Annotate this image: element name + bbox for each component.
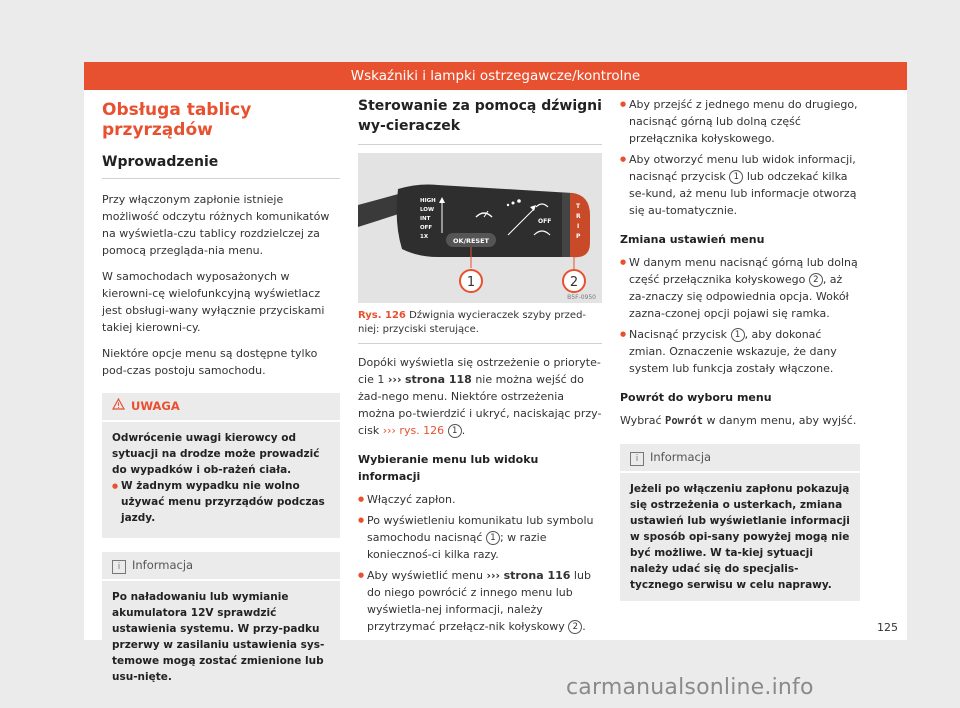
text-run: W danym menu nacisnąć górną lub dolną część przełącznika kołyskowego: [629, 256, 858, 286]
column-middle: [358, 96, 602, 639]
trip-letter: T: [576, 203, 581, 210]
trip-letter: P: [576, 233, 581, 240]
text-run: ; w razie koniecznoś-ci kilka razy.: [367, 531, 547, 561]
figure-code: B5F-0950: [567, 294, 596, 301]
watermark: carmanualsonline.info: [566, 675, 814, 700]
wiper-lever-illustration: [358, 153, 602, 303]
info-header: [102, 552, 340, 581]
list-item: [620, 151, 860, 219]
caption-figure-ref: Rys. 126: [358, 310, 406, 321]
divider: [358, 144, 602, 145]
info-header: [620, 444, 860, 473]
text-run: Nacisnąć przycisk: [629, 328, 728, 341]
info-text: Po naładowaniu lub wymianie akumulatora 12V sprawdzić ustawienia systemu. W przy-padku przerwy w zasilaniu ustawienia sys-temowe mogą zostać zmienione lub usu-nięte.: [112, 591, 325, 683]
list-item: [358, 512, 602, 563]
callout-2: 2: [569, 275, 579, 290]
text-run: Wybrać: [620, 414, 662, 427]
lever-label: OFF: [420, 225, 433, 231]
ok-reset-label: OK/RESET: [453, 237, 489, 245]
lever-label: INT: [420, 216, 431, 222]
warning-header: [102, 393, 340, 422]
info-box: [102, 552, 340, 693]
paragraph: Niektóre opcje menu są dostępne tylko pod-czas postoju samochodu.: [102, 347, 318, 377]
callout-number: 2: [809, 273, 823, 287]
column-right: [620, 96, 860, 601]
info-box: [620, 444, 860, 601]
paragraph: [358, 354, 602, 439]
page-ref-link[interactable]: strona 116: [503, 569, 571, 582]
ref-arrow: ›››: [486, 569, 501, 582]
column-left: [102, 96, 340, 693]
text-run: Aby otworzyć menu lub widok informacji, nacisnąć przycisk: [629, 153, 856, 183]
subheading: Zmiana ustawień menu: [620, 233, 765, 246]
callout-number: 1: [448, 424, 462, 438]
text-run: .: [461, 424, 466, 437]
lever-label: LOW: [420, 207, 435, 213]
page-ref-link[interactable]: strona 118: [404, 373, 472, 386]
paragraph: Przy włączonym zapłonie istnieje możliwość odczytu różnych komunikatów na wyświetla-czu tablicy rozdzielczej za pomocą przegląda-nia menu.: [102, 193, 330, 257]
paragraph: [620, 412, 860, 430]
list-item: ● Włączyć zapłon.: [358, 491, 602, 508]
list-item: [358, 567, 602, 635]
ref-arrow: ›››: [387, 373, 402, 386]
trip-letter: I: [577, 223, 580, 230]
text-run: , aż za-znaczy się odpowiednia opcja. Wokół zazna-czonej opcji pojawi się ramka.: [629, 273, 849, 320]
wiper-lever-figure: [358, 153, 602, 303]
info-icon: i: [630, 452, 644, 466]
text-run: lub do niego powrócić z innego menu lub wyświetla-nej informacji, należy przytrzymać przełącz-nik kołyskowy: [367, 569, 591, 633]
info-title: Informacja: [132, 558, 194, 572]
text-run: Po wyświetleniu komunikatu lub symbolu samochodu nacisnąć: [367, 514, 594, 544]
info-text: Jeżeli po włączeniu zapłonu pokazują się ostrzeżenia o usterkach, zmiana ustawień lub wyświetlanie informacji w sposób opi-sany powyżej mogą nie być możliwe. W ta-kiej sytuacji należy udać się do specjalis-tycznego serwisu w celu naprawy.: [630, 483, 850, 591]
warning-title: UWAGA: [131, 399, 180, 413]
figure-ref-link[interactable]: rys. 126: [399, 424, 445, 437]
text-run: , aby dokonać zmian. Oznaczenie wskazuje, że dany system lub funkcja zostały włączone.: [629, 328, 837, 375]
page-number: 125: [877, 621, 898, 634]
callout-number: 1: [731, 328, 745, 342]
subsection-title: Wprowadzenie: [102, 154, 219, 170]
page-header: Wskaźniki i lampki ostrzegawcze/kontrolne: [84, 62, 907, 90]
callout-number: 1: [486, 531, 500, 545]
info-title: Informacja: [650, 450, 712, 464]
caption-text: Dźwignia wycieraczek szyby przed-niej: przyciski sterujące.: [358, 310, 587, 335]
section-title: Sterowanie za pomocą dźwigni wy-cieraczek: [358, 98, 602, 134]
off-label: OFF: [538, 218, 552, 225]
ref-arrow: ›››: [382, 424, 396, 437]
list-item: [620, 254, 860, 322]
text-run: Aby wyświetlić menu: [367, 569, 483, 582]
info-icon: i: [112, 560, 126, 574]
warning-body: [102, 422, 340, 538]
figure-caption: [358, 309, 602, 344]
section-title: Obsługa tablicy przyrządów: [102, 100, 252, 140]
lever-label: 1X: [420, 234, 429, 240]
callout-1: 1: [466, 275, 476, 290]
paragraph: W samochodach wyposażonych w kierowni-cę wielofunkcyjną wyświetlacz jest obsługi-wany wyłącznie przyciskami takiej kierowni-cy.: [102, 270, 325, 334]
text-run: lub odczekać kilka se-kund, aż menu lub informacje otworzą się au-tomatycznie.: [629, 170, 857, 217]
text-run: w danym menu, aby wyjść.: [706, 414, 857, 427]
callout-number: 2: [568, 620, 582, 634]
lever-label: HIGH: [420, 198, 436, 204]
trip-letter: R: [576, 213, 581, 220]
text-run: Dopóki wyświetla się ostrzeżenie o prioryte-cie 1: [358, 356, 601, 386]
menu-option-code: Powrót: [665, 415, 703, 427]
warning-box: [102, 393, 340, 538]
list-item: [620, 326, 860, 377]
subheading: Wybieranie menu lub widoku informacji: [358, 453, 539, 483]
text-run: .: [582, 620, 586, 633]
warning-bullet: ● W żadnym wypadku nie wolno używać menu przyrządów podczas jazdy.: [112, 478, 330, 526]
warning-text: Odwrócenie uwagi kierowcy od sytuacji na drodze może prowadzić do wypadków i ob-rażeń ciała.: [112, 432, 320, 476]
list-item: ● Aby przejść z jednego menu do drugiego, nacisnąć górną lub dolną część przełącznika kołyskowego.: [620, 96, 860, 147]
callout-number: 1: [729, 170, 743, 184]
text-run: nie można wejść do żad-nego menu. Niektóre ostrzeżenia można po-twierdzić i ukryć, naciskając przy-cisk: [358, 373, 602, 437]
divider: [102, 178, 340, 179]
warning-icon: [112, 398, 125, 415]
subheading: Powrót do wyboru menu: [620, 391, 772, 404]
